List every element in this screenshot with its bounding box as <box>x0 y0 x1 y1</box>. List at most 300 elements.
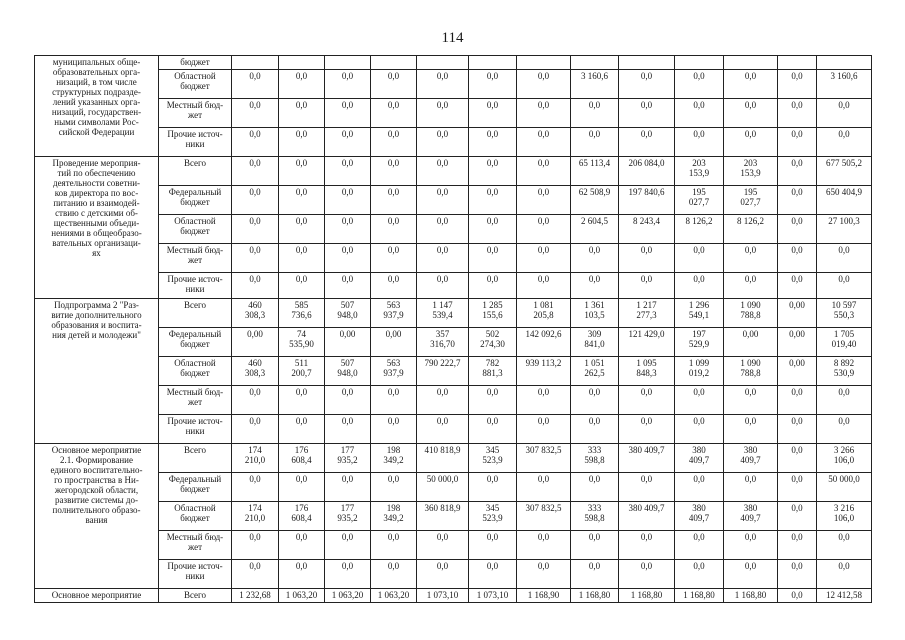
value-cell: 0,0 <box>469 244 517 273</box>
value-cell: 0,0 <box>325 244 371 273</box>
value-cell: 1 168,80 <box>724 589 778 603</box>
value-cell: 0,0 <box>517 273 571 299</box>
value-cell: 0,0 <box>279 244 325 273</box>
value-cell: 0,0 <box>371 70 417 99</box>
value-cell: 0,0 <box>371 157 417 186</box>
value-cell: 0,0 <box>675 70 724 99</box>
value-cell: 0,0 <box>778 215 817 244</box>
table-row <box>35 357 872 386</box>
value-cell: 0,0 <box>371 473 417 502</box>
table-row <box>35 531 872 560</box>
value-cell: 0,0 <box>232 273 279 299</box>
value-cell: 1 168,80 <box>675 589 724 603</box>
value-cell: 0,00 <box>724 328 778 357</box>
value-cell: 3 160,6 <box>817 70 872 99</box>
value-cell: 0,0 <box>778 502 817 531</box>
value-cell: 790 222,7 <box>417 357 469 386</box>
value-cell: 0,0 <box>469 560 517 589</box>
value-cell: 0,0 <box>279 157 325 186</box>
value-cell: 563 937,9 <box>371 299 417 328</box>
value-cell: 0,0 <box>778 415 817 444</box>
value-cell: 0,0 <box>778 70 817 99</box>
value-cell: 0,0 <box>571 99 619 128</box>
value-cell: 0,0 <box>325 386 371 415</box>
value-cell: 345 523,9 <box>469 502 517 531</box>
value-cell: 0,0 <box>325 157 371 186</box>
value-cell: 0,0 <box>571 273 619 299</box>
value-cell: 12 412,58 <box>817 589 872 603</box>
value-cell: 0,0 <box>371 215 417 244</box>
value-cell: 0,0 <box>817 560 872 589</box>
value-cell: 0,0 <box>619 473 675 502</box>
value-cell: 0,0 <box>724 128 778 157</box>
value-cell: 0,00 <box>778 328 817 357</box>
value-cell: 345 523,9 <box>469 444 517 473</box>
value-cell: 0,0 <box>371 386 417 415</box>
value-cell <box>571 56 619 70</box>
table-row <box>35 589 872 603</box>
funding-source-cell: Федеральный бюджет <box>159 473 232 502</box>
value-cell: 203 153,9 <box>724 157 778 186</box>
value-cell: 0,0 <box>817 273 872 299</box>
funding-source-cell: Всего <box>159 157 232 186</box>
value-cell: 0,0 <box>325 99 371 128</box>
value-cell: 0,0 <box>571 244 619 273</box>
value-cell: 1 063,20 <box>371 589 417 603</box>
value-cell: 206 084,0 <box>619 157 675 186</box>
value-cell: 0,0 <box>778 473 817 502</box>
value-cell: 0,0 <box>517 215 571 244</box>
value-cell <box>817 56 872 70</box>
funding-source-cell: Прочие источ- ники <box>159 273 232 299</box>
value-cell: 0,0 <box>232 186 279 215</box>
value-cell: 1 285 155,6 <box>469 299 517 328</box>
value-cell: 27 100,3 <box>817 215 872 244</box>
value-cell: 0,0 <box>325 415 371 444</box>
value-cell: 0,0 <box>325 215 371 244</box>
funding-source-cell: Местный бюд- жет <box>159 386 232 415</box>
funding-source-cell: Местный бюд- жет <box>159 531 232 560</box>
value-cell: 174 210,0 <box>232 502 279 531</box>
value-cell: 0,0 <box>619 386 675 415</box>
table-row <box>35 157 872 186</box>
value-cell: 142 092,6 <box>517 328 571 357</box>
value-cell: 0,0 <box>469 157 517 186</box>
value-cell: 197 840,6 <box>619 186 675 215</box>
value-cell: 0,0 <box>232 531 279 560</box>
value-cell: 0,0 <box>417 273 469 299</box>
funding-source-cell: Областной бюджет <box>159 502 232 531</box>
value-cell: 0,0 <box>279 415 325 444</box>
value-cell: 380 409,7 <box>619 502 675 531</box>
value-cell: 0,0 <box>517 70 571 99</box>
value-cell: 380 409,7 <box>724 502 778 531</box>
event-name-cell: муниципальных обще- образовательных орга- низаций, в том числе структурных подразде- лений указанных орга- низаций, государствен- ными символами Рос- сийской Федерации <box>35 56 159 157</box>
value-cell: 1 296 549,1 <box>675 299 724 328</box>
value-cell: 0,0 <box>675 560 724 589</box>
value-cell: 195 027,7 <box>675 186 724 215</box>
value-cell: 203 153,9 <box>675 157 724 186</box>
value-cell: 0,0 <box>571 128 619 157</box>
value-cell: 0,0 <box>417 244 469 273</box>
value-cell: 0,0 <box>417 415 469 444</box>
value-cell: 0,0 <box>325 128 371 157</box>
value-cell: 0,0 <box>724 70 778 99</box>
value-cell: 0,0 <box>325 560 371 589</box>
value-cell: 0,0 <box>371 244 417 273</box>
value-cell: 0,0 <box>325 70 371 99</box>
value-cell: 0,0 <box>817 386 872 415</box>
value-cell: 1 361 103,5 <box>571 299 619 328</box>
value-cell: 0,0 <box>279 560 325 589</box>
value-cell: 0,0 <box>619 244 675 273</box>
value-cell: 10 597 550,3 <box>817 299 872 328</box>
value-cell: 0,0 <box>778 99 817 128</box>
value-cell: 0,0 <box>279 70 325 99</box>
value-cell <box>232 56 279 70</box>
value-cell: 198 349,2 <box>371 444 417 473</box>
value-cell: 0,0 <box>724 99 778 128</box>
value-cell: 0,0 <box>517 531 571 560</box>
value-cell: 0,0 <box>675 244 724 273</box>
value-cell: 1 168,80 <box>619 589 675 603</box>
value-cell: 1 147 539,4 <box>417 299 469 328</box>
value-cell: 0,0 <box>232 473 279 502</box>
value-cell: 0,0 <box>279 128 325 157</box>
value-cell: 511 200,7 <box>279 357 325 386</box>
value-cell: 8 126,2 <box>724 215 778 244</box>
table-row <box>35 502 872 531</box>
value-cell: 307 832,5 <box>517 502 571 531</box>
value-cell: 380 409,7 <box>619 444 675 473</box>
value-cell: 0,0 <box>778 589 817 603</box>
value-cell: 0,0 <box>325 473 371 502</box>
value-cell: 0,0 <box>232 70 279 99</box>
value-cell: 1 168,90 <box>517 589 571 603</box>
value-cell: 0,0 <box>469 386 517 415</box>
value-cell: 0,0 <box>675 415 724 444</box>
value-cell: 0,0 <box>675 386 724 415</box>
value-cell: 0,0 <box>817 415 872 444</box>
funding-source-cell: Федеральный бюджет <box>159 186 232 215</box>
page-number: 114 <box>441 30 464 46</box>
value-cell: 0,0 <box>232 215 279 244</box>
value-cell: 0,0 <box>417 70 469 99</box>
value-cell: 0,0 <box>325 531 371 560</box>
value-cell: 0,0 <box>675 99 724 128</box>
event-name-cell: Основное мероприятие <box>35 589 159 603</box>
value-cell: 8 892 530,9 <box>817 357 872 386</box>
value-cell: 307 832,5 <box>517 444 571 473</box>
funding-source-cell: Местный бюд- жет <box>159 244 232 273</box>
value-cell: 0,0 <box>619 415 675 444</box>
value-cell: 0,0 <box>817 128 872 157</box>
value-cell: 0,0 <box>778 157 817 186</box>
value-cell: 0,0 <box>619 560 675 589</box>
value-cell: 0,0 <box>517 99 571 128</box>
value-cell: 380 409,7 <box>675 502 724 531</box>
value-cell: 0,0 <box>675 531 724 560</box>
value-cell: 0,0 <box>232 560 279 589</box>
value-cell: 0,0 <box>517 386 571 415</box>
value-cell: 0,0 <box>417 157 469 186</box>
funding-source-cell: Прочие источ- ники <box>159 128 232 157</box>
value-cell: 380 409,7 <box>675 444 724 473</box>
table-row <box>35 444 872 473</box>
value-cell: 0,0 <box>675 128 724 157</box>
value-cell: 0,0 <box>778 386 817 415</box>
value-cell: 333 598,8 <box>571 502 619 531</box>
value-cell: 8 243,4 <box>619 215 675 244</box>
table-row <box>35 56 872 70</box>
value-cell: 121 429,0 <box>619 328 675 357</box>
value-cell: 460 308,3 <box>232 299 279 328</box>
value-cell: 0,0 <box>619 273 675 299</box>
value-cell: 0,0 <box>724 273 778 299</box>
event-name-cell: Проведение мероприя- тий по обеспечению деятельности советни- ков директора по вос- питанию и взаимодей- ствию с детскими об- щественными объеди- нениями в общеобразо- вательных организаци- ях <box>35 157 159 299</box>
value-cell: 0,0 <box>232 99 279 128</box>
value-cell: 3 160,6 <box>571 70 619 99</box>
value-cell: 174 210,0 <box>232 444 279 473</box>
value-cell: 1 090 788,8 <box>724 357 778 386</box>
value-cell: 0,00 <box>778 299 817 328</box>
value-cell: 0,0 <box>817 99 872 128</box>
value-cell <box>619 56 675 70</box>
value-cell: 380 409,7 <box>724 444 778 473</box>
value-cell: 0,0 <box>778 560 817 589</box>
value-cell: 357 316,70 <box>417 328 469 357</box>
value-cell: 3 216 106,0 <box>817 502 872 531</box>
value-cell: 0,0 <box>371 531 417 560</box>
value-cell: 0,0 <box>279 99 325 128</box>
value-cell: 0,0 <box>279 531 325 560</box>
value-cell: 0,0 <box>517 415 571 444</box>
value-cell: 0,0 <box>517 157 571 186</box>
value-cell: 0,0 <box>619 99 675 128</box>
value-cell: 1 168,80 <box>571 589 619 603</box>
funding-source-cell: бюджет <box>159 56 232 70</box>
value-cell <box>325 56 371 70</box>
value-cell <box>517 56 571 70</box>
value-cell: 0,0 <box>279 215 325 244</box>
value-cell: 0,0 <box>724 560 778 589</box>
value-cell: 1 232,68 <box>232 589 279 603</box>
value-cell: 0,0 <box>675 473 724 502</box>
value-cell: 563 937,9 <box>371 357 417 386</box>
funding-source-cell: Прочие источ- ники <box>159 560 232 589</box>
value-cell: 0,0 <box>279 273 325 299</box>
value-cell: 0,0 <box>371 99 417 128</box>
value-cell <box>778 56 817 70</box>
value-cell: 939 113,2 <box>517 357 571 386</box>
value-cell: 1 217 277,3 <box>619 299 675 328</box>
value-cell: 0,0 <box>571 386 619 415</box>
value-cell: 195 027,7 <box>724 186 778 215</box>
table-row <box>35 244 872 273</box>
value-cell: 0,0 <box>232 415 279 444</box>
value-cell: 0,0 <box>517 244 571 273</box>
table-row <box>35 473 872 502</box>
table-row <box>35 99 872 128</box>
value-cell: 1 063,20 <box>325 589 371 603</box>
table-row <box>35 328 872 357</box>
value-cell: 0,0 <box>232 128 279 157</box>
table-row <box>35 386 872 415</box>
value-cell: 0,00 <box>232 328 279 357</box>
value-cell: 0,0 <box>417 99 469 128</box>
value-cell: 782 881,3 <box>469 357 517 386</box>
value-cell: 65 113,4 <box>571 157 619 186</box>
value-cell: 0,0 <box>619 128 675 157</box>
value-cell: 176 608,4 <box>279 444 325 473</box>
value-cell: 309 841,0 <box>571 328 619 357</box>
value-cell: 0,0 <box>469 70 517 99</box>
value-cell: 3 266 106,0 <box>817 444 872 473</box>
value-cell: 74 535,90 <box>279 328 325 357</box>
value-cell: 0,00 <box>778 357 817 386</box>
table-row <box>35 128 872 157</box>
funding-source-cell: Всего <box>159 444 232 473</box>
value-cell <box>279 56 325 70</box>
table-row <box>35 273 872 299</box>
table-row <box>35 299 872 328</box>
value-cell: 0,0 <box>571 560 619 589</box>
value-cell: 507 948,0 <box>325 299 371 328</box>
value-cell <box>417 56 469 70</box>
value-cell: 1 073,10 <box>469 589 517 603</box>
table-row <box>35 70 872 99</box>
value-cell: 0,0 <box>469 473 517 502</box>
value-cell: 62 508,9 <box>571 186 619 215</box>
value-cell: 0,00 <box>371 328 417 357</box>
value-cell: 0,0 <box>371 415 417 444</box>
funding-source-cell: Прочие источ- ники <box>159 415 232 444</box>
value-cell: 0,0 <box>724 244 778 273</box>
funding-source-cell: Областной бюджет <box>159 215 232 244</box>
value-cell: 0,0 <box>469 128 517 157</box>
value-cell: 677 505,2 <box>817 157 872 186</box>
value-cell: 0,0 <box>232 244 279 273</box>
value-cell: 0,0 <box>571 415 619 444</box>
value-cell: 0,00 <box>325 328 371 357</box>
value-cell: 0,0 <box>417 128 469 157</box>
value-cell: 0,0 <box>279 386 325 415</box>
value-cell: 585 736,6 <box>279 299 325 328</box>
value-cell: 0,0 <box>417 531 469 560</box>
value-cell: 333 598,8 <box>571 444 619 473</box>
value-cell: 1 705 019,40 <box>817 328 872 357</box>
value-cell: 0,0 <box>417 560 469 589</box>
value-cell: 0,0 <box>619 531 675 560</box>
value-cell: 0,0 <box>571 473 619 502</box>
table-row <box>35 560 872 589</box>
value-cell: 0,0 <box>417 215 469 244</box>
table-row <box>35 215 872 244</box>
value-cell: 360 818,9 <box>417 502 469 531</box>
value-cell: 8 126,2 <box>675 215 724 244</box>
value-cell: 0,0 <box>817 531 872 560</box>
funding-source-cell: Федеральный бюджет <box>159 328 232 357</box>
value-cell: 0,0 <box>469 99 517 128</box>
value-cell: 460 308,3 <box>232 357 279 386</box>
value-cell: 0,0 <box>675 273 724 299</box>
value-cell: 0,0 <box>232 157 279 186</box>
value-cell: 0,0 <box>778 186 817 215</box>
value-cell: 0,0 <box>325 273 371 299</box>
value-cell: 410 818,9 <box>417 444 469 473</box>
table-row <box>35 186 872 215</box>
event-name-cell: Основное мероприятие 2.1. Формирование единого воспитательно- го пространства в Ни- жегородской области, развитие системы до- полнительного образо- вания <box>35 444 159 589</box>
value-cell: 0,0 <box>778 273 817 299</box>
value-cell: 1 063,20 <box>279 589 325 603</box>
table-body <box>35 56 872 603</box>
value-cell: 0,0 <box>724 415 778 444</box>
funding-source-cell: Всего <box>159 299 232 328</box>
value-cell: 0,0 <box>724 473 778 502</box>
value-cell: 1 095 848,3 <box>619 357 675 386</box>
value-cell: 0,0 <box>232 386 279 415</box>
value-cell <box>675 56 724 70</box>
value-cell: 176 608,4 <box>279 502 325 531</box>
funding-source-cell: Местный бюд- жет <box>159 99 232 128</box>
value-cell: 177 935,2 <box>325 502 371 531</box>
value-cell: 1 099 019,2 <box>675 357 724 386</box>
value-cell <box>724 56 778 70</box>
value-cell: 0,0 <box>778 444 817 473</box>
table-row <box>35 415 872 444</box>
value-cell: 2 604,5 <box>571 215 619 244</box>
value-cell: 197 529,9 <box>675 328 724 357</box>
value-cell: 1 073,10 <box>417 589 469 603</box>
value-cell: 0,0 <box>517 186 571 215</box>
value-cell: 0,0 <box>417 186 469 215</box>
value-cell: 502 274,30 <box>469 328 517 357</box>
value-cell: 0,0 <box>817 244 872 273</box>
value-cell: 650 404,9 <box>817 186 872 215</box>
value-cell: 0,0 <box>469 415 517 444</box>
event-name-cell: Подпрограмма 2 "Раз- витие дополнительного образования и воспита- ния детей и молодежи" <box>35 299 159 444</box>
value-cell: 0,0 <box>279 473 325 502</box>
value-cell <box>469 56 517 70</box>
value-cell: 1 090 788,8 <box>724 299 778 328</box>
value-cell: 0,0 <box>371 128 417 157</box>
value-cell: 507 948,0 <box>325 357 371 386</box>
value-cell: 0,0 <box>778 128 817 157</box>
value-cell: 50 000,0 <box>817 473 872 502</box>
value-cell: 0,0 <box>469 215 517 244</box>
value-cell: 0,0 <box>371 273 417 299</box>
value-cell: 0,0 <box>517 128 571 157</box>
value-cell: 0,0 <box>469 273 517 299</box>
funding-source-cell: Областной бюджет <box>159 70 232 99</box>
value-cell: 0,0 <box>371 186 417 215</box>
value-cell: 0,0 <box>469 531 517 560</box>
value-cell: 1 051 262,5 <box>571 357 619 386</box>
value-cell: 0,0 <box>778 531 817 560</box>
value-cell: 0,0 <box>417 386 469 415</box>
value-cell: 1 081 205,8 <box>517 299 571 328</box>
value-cell <box>371 56 417 70</box>
value-cell: 0,0 <box>724 386 778 415</box>
funding-source-cell: Всего <box>159 589 232 603</box>
funding-source-cell: Областной бюджет <box>159 357 232 386</box>
value-cell: 0,0 <box>724 531 778 560</box>
value-cell: 0,0 <box>279 186 325 215</box>
value-cell: 0,0 <box>571 531 619 560</box>
value-cell: 50 000,0 <box>417 473 469 502</box>
value-cell: 177 935,2 <box>325 444 371 473</box>
value-cell: 0,0 <box>517 560 571 589</box>
